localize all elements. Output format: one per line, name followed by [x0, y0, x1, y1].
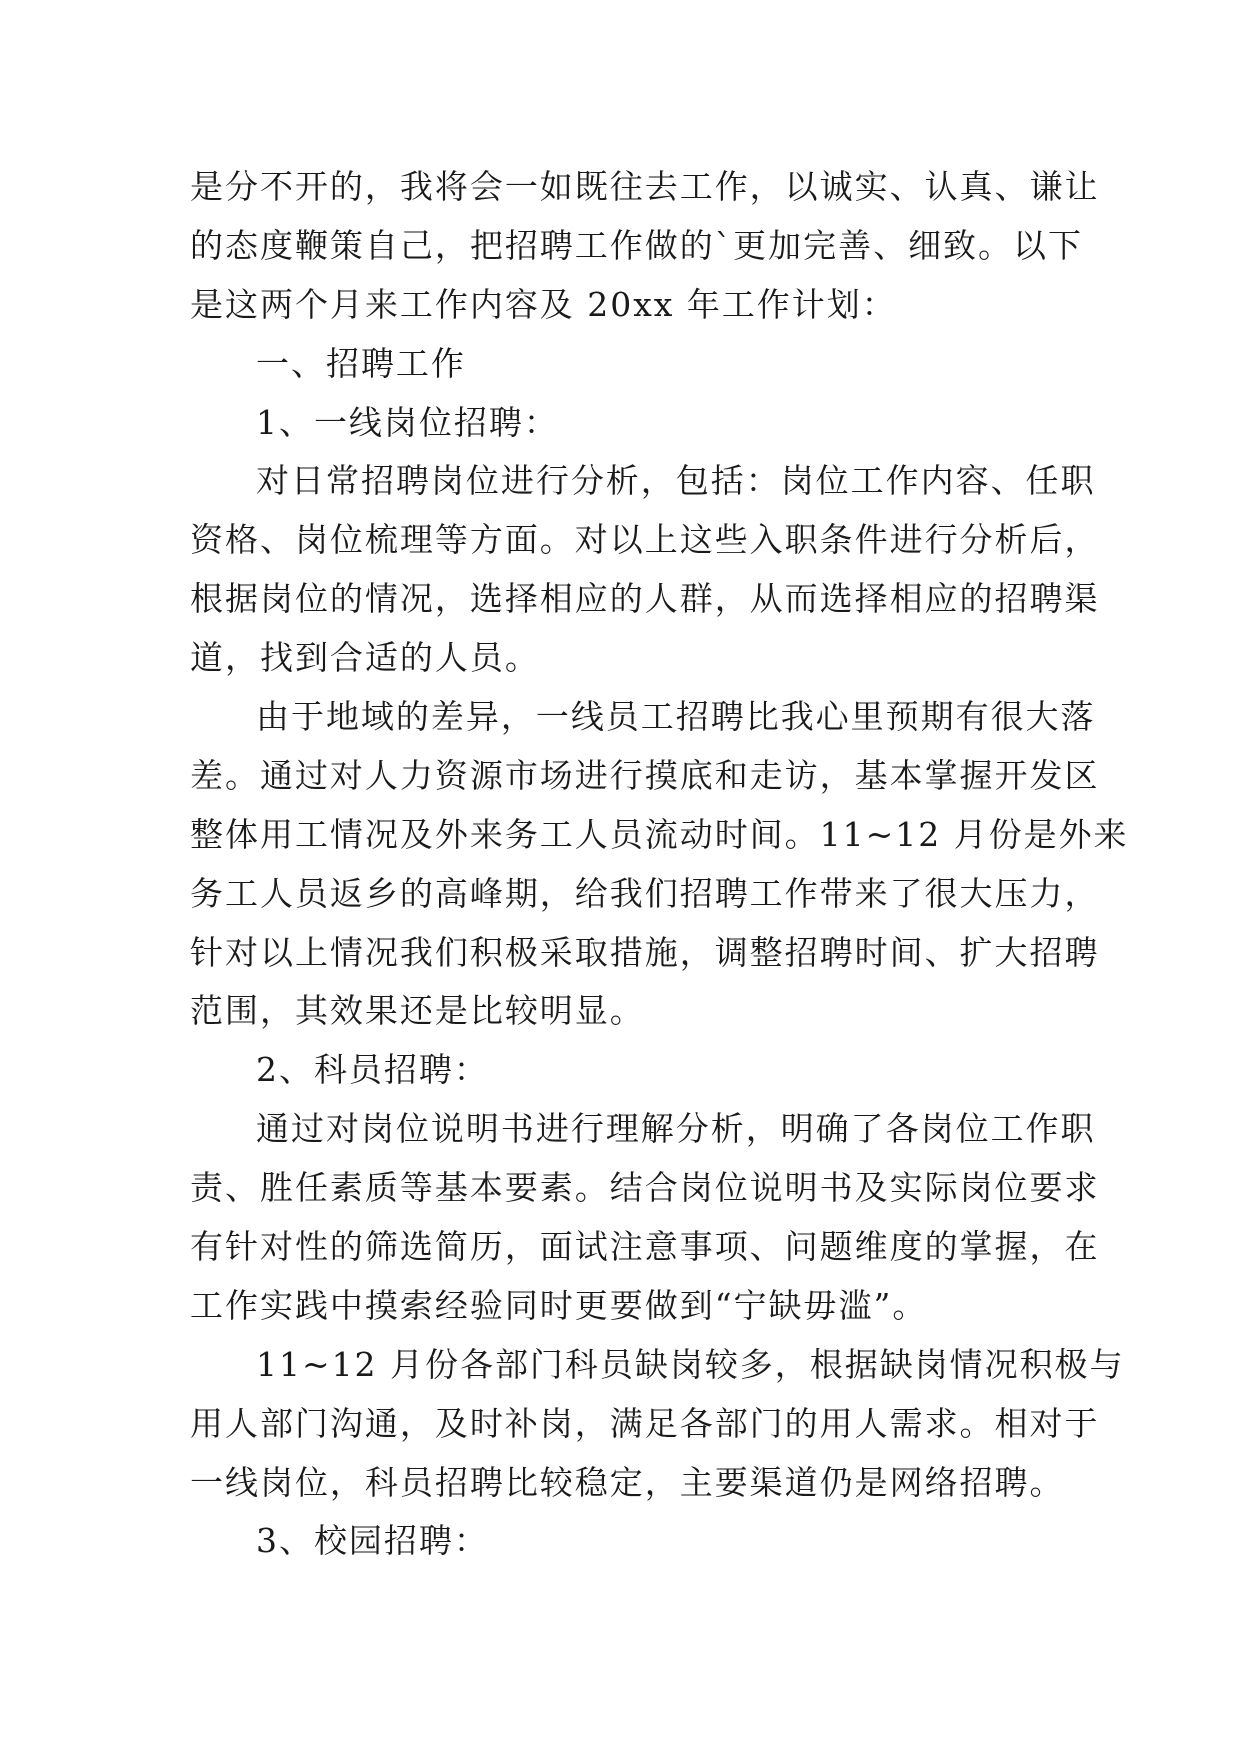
text-line: 根据岗位的情况，选择相应的人群，从而选择相应的招聘渠 — [190, 579, 1100, 619]
text-line: 由于地域的差异，一线员工招聘比我心里预期有很大落 — [256, 697, 1096, 737]
subsection-heading: 1、一线岗位招聘： — [256, 402, 559, 442]
text-line: 范围，其效果还是比较明显。 — [190, 991, 645, 1031]
text-line: 责、胜任素质等基本要素。结合岗位说明书及实际岗位要求 — [190, 1168, 1100, 1208]
text-line: 11~12 月份各部门科员缺岗较多，根据缺岗情况积极与 — [256, 1344, 1125, 1384]
document-body — [190, 158, 1129, 1571]
section-heading: 一、招聘工作 — [256, 343, 466, 383]
text-line: 是分不开的，我将会一如既往去工作，以诚实、认真、谦让 — [190, 167, 1100, 206]
text-line: 资格、岗位梳理等方面。对以上这些入职条件进行分析后， — [190, 520, 1100, 560]
text-line: 用人部门沟通，及时补岗，满足各部门的用人需求。相对于 — [190, 1403, 1100, 1443]
text-line: 对日常招聘岗位进行分析，包括：岗位工作内容、任职 — [256, 461, 1096, 501]
text-line: 通过对岗位说明书进行理解分析，明确了各岗位工作职 — [256, 1109, 1096, 1149]
text-line: 针对以上情况我们积极采取措施，调整招聘时间、扩大招聘 — [190, 932, 1100, 972]
text-line: 务工人员返乡的高峰期，给我们招聘工作带来了很大压力， — [190, 873, 1100, 913]
text-line: 一线岗位，科员招聘比较稳定，主要渠道仍是网络招聘。 — [190, 1462, 1065, 1502]
text-line: 的态度鞭策自己，把招聘工作做的`更加完善、细致。以下 — [190, 225, 1083, 265]
text-line: 整体用工情况及外来务工人员流动时间。11~12 月份是外来 — [190, 814, 1129, 854]
text-line: 有针对性的筛选简历，面试注意事项、问题维度的掌握，在 — [190, 1227, 1100, 1267]
text-line: 工作实践中摸索经验同时更要做到“宁缺毋滥”。 — [190, 1285, 928, 1325]
subsection-heading: 2、科员招聘： — [256, 1050, 489, 1090]
text-line: 是这两个月来工作内容及 20xx 年工作计划： — [190, 284, 897, 324]
subsection-heading: 3、校园招聘： — [256, 1521, 489, 1561]
text-line: 道，找到合适的人员。 — [190, 638, 540, 678]
text-line: 差。通过对人力资源市场进行摸底和走访，基本掌握开发区 — [190, 755, 1100, 795]
